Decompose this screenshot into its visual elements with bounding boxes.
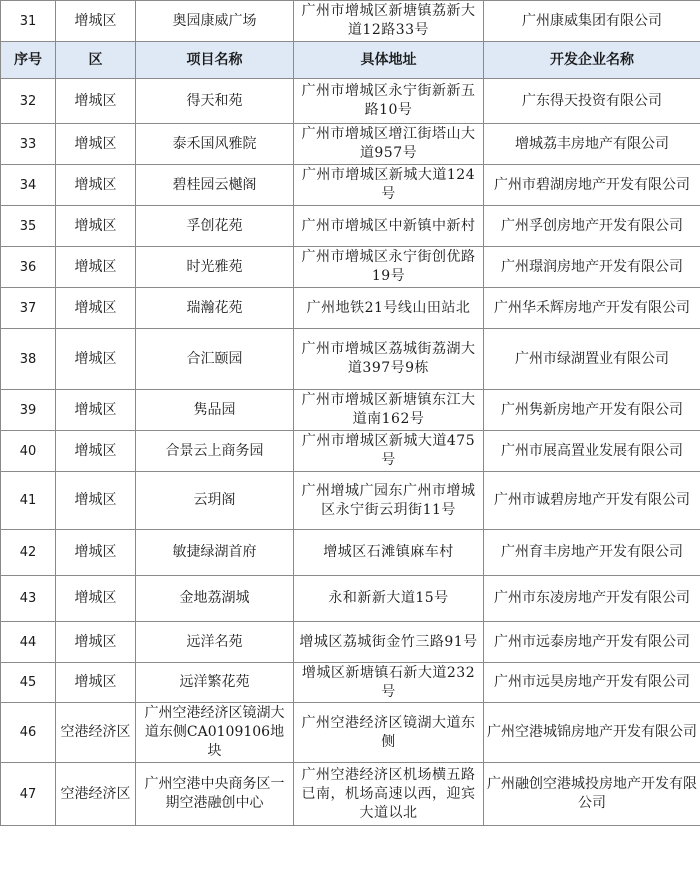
cell-no: 36 bbox=[1, 247, 56, 288]
cell-developer: 广州隽新房地产开发有限公司 bbox=[484, 390, 700, 431]
table-row bbox=[1, 288, 700, 329]
cell-no: 44 bbox=[1, 622, 56, 663]
cell-district: 增城区 bbox=[56, 124, 136, 165]
cell-project: 云玥阁 bbox=[136, 472, 294, 530]
cell-project: 广州空港经济区镜湖大道东侧CA0109106地块 bbox=[136, 703, 294, 763]
cell-address: 增城区石滩镇麻车村 bbox=[294, 530, 484, 576]
cell-no: 42 bbox=[1, 530, 56, 576]
cell-address: 广州市增城区新城大道124号 bbox=[294, 165, 484, 206]
cell-project: 广州空港中央商务区一期空港融创中心 bbox=[136, 763, 294, 826]
column-header: 开发企业名称 bbox=[484, 42, 700, 79]
cell-developer: 广州市碧湖房地产开发有限公司 bbox=[484, 165, 700, 206]
cell-address: 广州空港经济区机场横五路已南，机场高速以西，迎宾大道以北 bbox=[294, 763, 484, 826]
cell-district: 空港经济区 bbox=[56, 763, 136, 826]
cell-developer: 广州康威集团有限公司 bbox=[484, 1, 700, 42]
cell-project: 奥园康威广场 bbox=[136, 1, 294, 42]
cell-district: 增城区 bbox=[56, 622, 136, 663]
cell-project: 得天和苑 bbox=[136, 79, 294, 124]
table-row bbox=[1, 663, 700, 703]
table-row bbox=[1, 124, 700, 165]
cell-project: 合景云上商务园 bbox=[136, 431, 294, 472]
cell-district: 增城区 bbox=[56, 472, 136, 530]
cell-no: 32 bbox=[1, 79, 56, 124]
cell-district: 增城区 bbox=[56, 530, 136, 576]
cell-address: 广州空港经济区镜湖大道东侧 bbox=[294, 703, 484, 763]
cell-district: 空港经济区 bbox=[56, 703, 136, 763]
table-row bbox=[1, 431, 700, 472]
table-row bbox=[1, 1, 700, 42]
table-row bbox=[1, 472, 700, 530]
cell-developer: 广州融创空港城投房地产开发有限公司 bbox=[484, 763, 700, 826]
cell-no: 35 bbox=[1, 206, 56, 247]
cell-district: 增城区 bbox=[56, 165, 136, 206]
cell-no: 47 bbox=[1, 763, 56, 826]
cell-address: 广州地铁21号线山田站北 bbox=[294, 288, 484, 329]
cell-developer: 广东得天投资有限公司 bbox=[484, 79, 700, 124]
cell-no: 45 bbox=[1, 663, 56, 703]
cell-district: 增城区 bbox=[56, 663, 136, 703]
table-row bbox=[1, 763, 700, 826]
cell-address: 广州市增城区新城大道475号 bbox=[294, 431, 484, 472]
cell-address: 增城区新塘镇石新大道232号 bbox=[294, 663, 484, 703]
table-row bbox=[1, 703, 700, 763]
cell-project: 隽品园 bbox=[136, 390, 294, 431]
cell-developer: 广州市展高置业发展有限公司 bbox=[484, 431, 700, 472]
cell-project: 时光雅苑 bbox=[136, 247, 294, 288]
cell-developer: 广州空港城锦房地产开发有限公司 bbox=[484, 703, 700, 763]
cell-no: 40 bbox=[1, 431, 56, 472]
table-row bbox=[1, 622, 700, 663]
cell-address: 增城区荔城街金竹三路91号 bbox=[294, 622, 484, 663]
table-row bbox=[1, 530, 700, 576]
cell-no: 41 bbox=[1, 472, 56, 530]
cell-district: 增城区 bbox=[56, 390, 136, 431]
cell-developer: 广州璟润房地产开发有限公司 bbox=[484, 247, 700, 288]
cell-no: 38 bbox=[1, 329, 56, 390]
cell-developer: 广州市远泰房地产开发有限公司 bbox=[484, 622, 700, 663]
column-header: 序号 bbox=[1, 42, 56, 79]
table-row bbox=[1, 576, 700, 622]
header-row bbox=[1, 42, 700, 79]
cell-developer: 增城荔丰房地产有限公司 bbox=[484, 124, 700, 165]
cell-no: 46 bbox=[1, 703, 56, 763]
cell-district: 增城区 bbox=[56, 247, 136, 288]
cell-developer: 广州市绿湖置业有限公司 bbox=[484, 329, 700, 390]
cell-project: 瑞瀚花苑 bbox=[136, 288, 294, 329]
cell-district: 增城区 bbox=[56, 1, 136, 42]
cell-no: 31 bbox=[1, 1, 56, 42]
cell-address: 广州市增城区新塘镇荔新大道12路33号 bbox=[294, 1, 484, 42]
cell-address: 广州市增城区永宁街创优路19号 bbox=[294, 247, 484, 288]
cell-developer: 广州市东凌房地产开发有限公司 bbox=[484, 576, 700, 622]
cell-address: 广州市增城区增江街塔山大道957号 bbox=[294, 124, 484, 165]
cell-project: 金地荔湖城 bbox=[136, 576, 294, 622]
table-row bbox=[1, 390, 700, 431]
cell-developer: 广州市远昊房地产开发有限公司 bbox=[484, 663, 700, 703]
cell-no: 33 bbox=[1, 124, 56, 165]
cell-project: 碧桂园云樾阁 bbox=[136, 165, 294, 206]
column-header: 项目名称 bbox=[136, 42, 294, 79]
cell-project: 远洋繁花苑 bbox=[136, 663, 294, 703]
cell-address: 广州市增城区新塘镇东江大道南162号 bbox=[294, 390, 484, 431]
cell-project: 泰禾国风雅院 bbox=[136, 124, 294, 165]
cell-no: 37 bbox=[1, 288, 56, 329]
cell-district: 增城区 bbox=[56, 206, 136, 247]
cell-address: 广州市增城区中新镇中新村 bbox=[294, 206, 484, 247]
cell-district: 增城区 bbox=[56, 329, 136, 390]
cell-project: 合汇颐园 bbox=[136, 329, 294, 390]
table-row bbox=[1, 329, 700, 390]
cell-district: 增城区 bbox=[56, 288, 136, 329]
table-row bbox=[1, 79, 700, 124]
table-row bbox=[1, 247, 700, 288]
cell-district: 增城区 bbox=[56, 79, 136, 124]
cell-address: 广州市增城区永宁街新新五路10号 bbox=[294, 79, 484, 124]
cell-project: 敏捷绿湖首府 bbox=[136, 530, 294, 576]
cell-developer: 广州育丰房地产开发有限公司 bbox=[484, 530, 700, 576]
cell-developer: 广州市诚碧房地产开发有限公司 bbox=[484, 472, 700, 530]
cell-developer: 广州孚创房地产开发有限公司 bbox=[484, 206, 700, 247]
cell-district: 增城区 bbox=[56, 576, 136, 622]
table-row bbox=[1, 165, 700, 206]
column-header: 区 bbox=[56, 42, 136, 79]
cell-address: 广州增城广园东广州市增城区永宁街云玥街11号 bbox=[294, 472, 484, 530]
cell-district: 增城区 bbox=[56, 431, 136, 472]
cell-no: 39 bbox=[1, 390, 56, 431]
cell-no: 34 bbox=[1, 165, 56, 206]
table-row bbox=[1, 206, 700, 247]
cell-no: 43 bbox=[1, 576, 56, 622]
cell-address: 永和新新大道15号 bbox=[294, 576, 484, 622]
cell-address: 广州市增城区荔城街荔湖大道397号9栋 bbox=[294, 329, 484, 390]
column-header: 具体地址 bbox=[294, 42, 484, 79]
cell-developer: 广州华禾辉房地产开发有限公司 bbox=[484, 288, 700, 329]
cell-project: 孚创花苑 bbox=[136, 206, 294, 247]
cell-project: 远洋名苑 bbox=[136, 622, 294, 663]
